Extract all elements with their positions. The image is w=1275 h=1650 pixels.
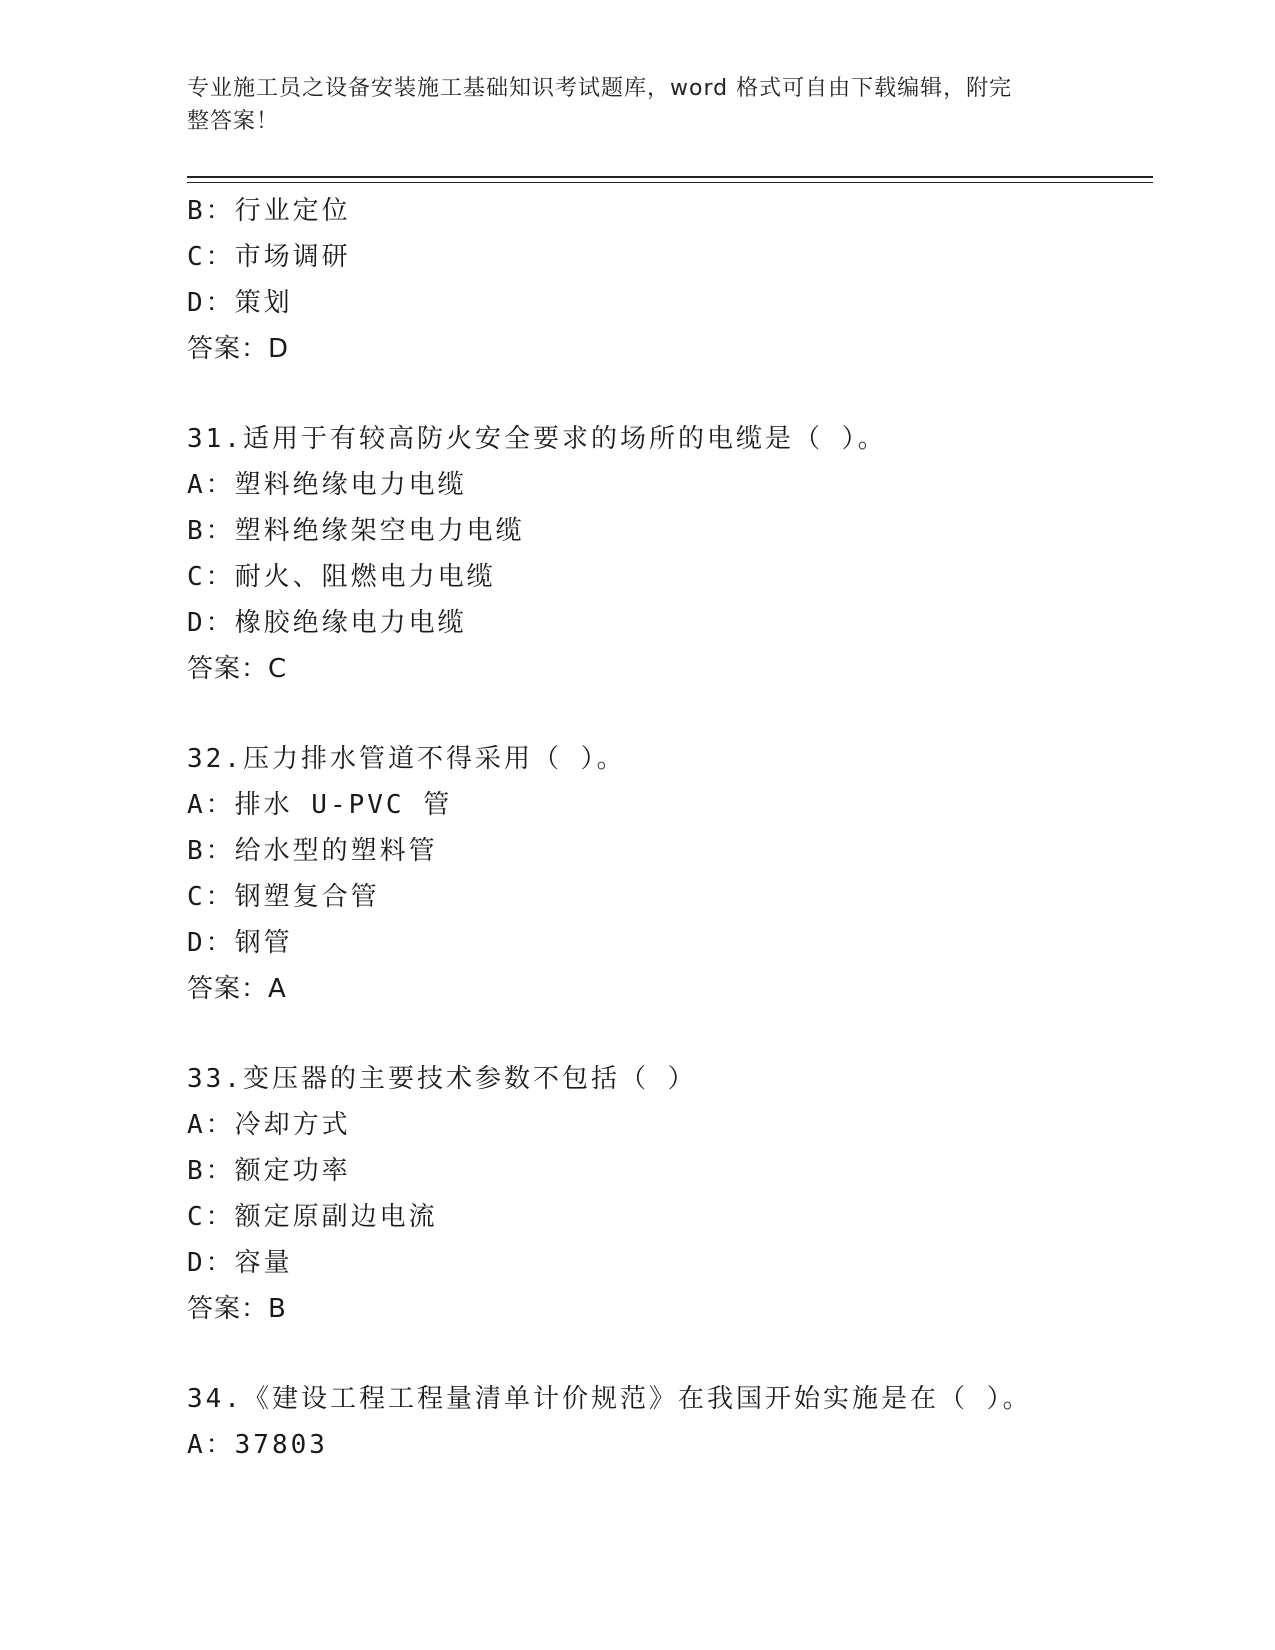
question-30-continued — [187, 188, 1153, 372]
question-31 — [187, 416, 1153, 692]
question-32 — [187, 736, 1153, 1012]
answer-line: 答案：C — [187, 654, 288, 684]
spacer — [187, 1332, 1153, 1376]
document-header — [187, 72, 1067, 138]
question-stem: 33.变压器的主要技术参数不包括（ ） — [187, 1064, 697, 1094]
option-b: B：给水型的塑料管 — [187, 836, 438, 866]
option-b: B：行业定位 — [187, 196, 351, 226]
question-33 — [187, 1056, 1153, 1332]
spacer — [187, 692, 1153, 736]
option-b: B：塑料绝缘架空电力电缆 — [187, 516, 525, 546]
option-a: A：冷却方式 — [187, 1110, 351, 1140]
option-a: A：排水 U-PVC 管 — [187, 790, 453, 820]
question-stem: 32.压力排水管道不得采用（ ）。 — [187, 744, 626, 774]
option-d: D：钢管 — [187, 928, 293, 958]
question-stem: 34.《建设工程工程量清单计价规范》在我国开始实施是在（ ）。 — [187, 1384, 1032, 1414]
header-divider-thick — [187, 176, 1153, 178]
option-c: C：耐火、阻燃电力电缆 — [187, 562, 496, 592]
answer-line: 答案：B — [187, 1294, 287, 1324]
answer-line: 答案：D — [187, 334, 290, 364]
question-stem: 31.适用于有较高防火安全要求的场所的电缆是（ ）。 — [187, 424, 887, 454]
spacer — [187, 1012, 1153, 1056]
spacer — [187, 372, 1153, 416]
question-34 — [187, 1376, 1153, 1468]
answer-line: 答案：A — [187, 974, 287, 1004]
option-c: C：市场调研 — [187, 242, 351, 272]
header-line-1: 专业施工员之设备安装施工基础知识考试题库，word 格式可自由下载编辑，附完 — [187, 76, 1013, 101]
option-d: D：容量 — [187, 1248, 293, 1278]
option-a: A：37803 — [187, 1430, 328, 1460]
question-list — [187, 188, 1153, 1468]
option-d: D：策划 — [187, 288, 293, 318]
option-c: C：钢塑复合管 — [187, 882, 380, 912]
header-divider-thin — [187, 182, 1153, 183]
option-b: B：额定功率 — [187, 1156, 351, 1186]
header-line-2: 整答案！ — [187, 109, 280, 134]
option-d: D：橡胶绝缘电力电缆 — [187, 608, 467, 638]
option-c: C：额定原副边电流 — [187, 1202, 438, 1232]
option-a: A：塑料绝缘电力电缆 — [187, 470, 467, 500]
